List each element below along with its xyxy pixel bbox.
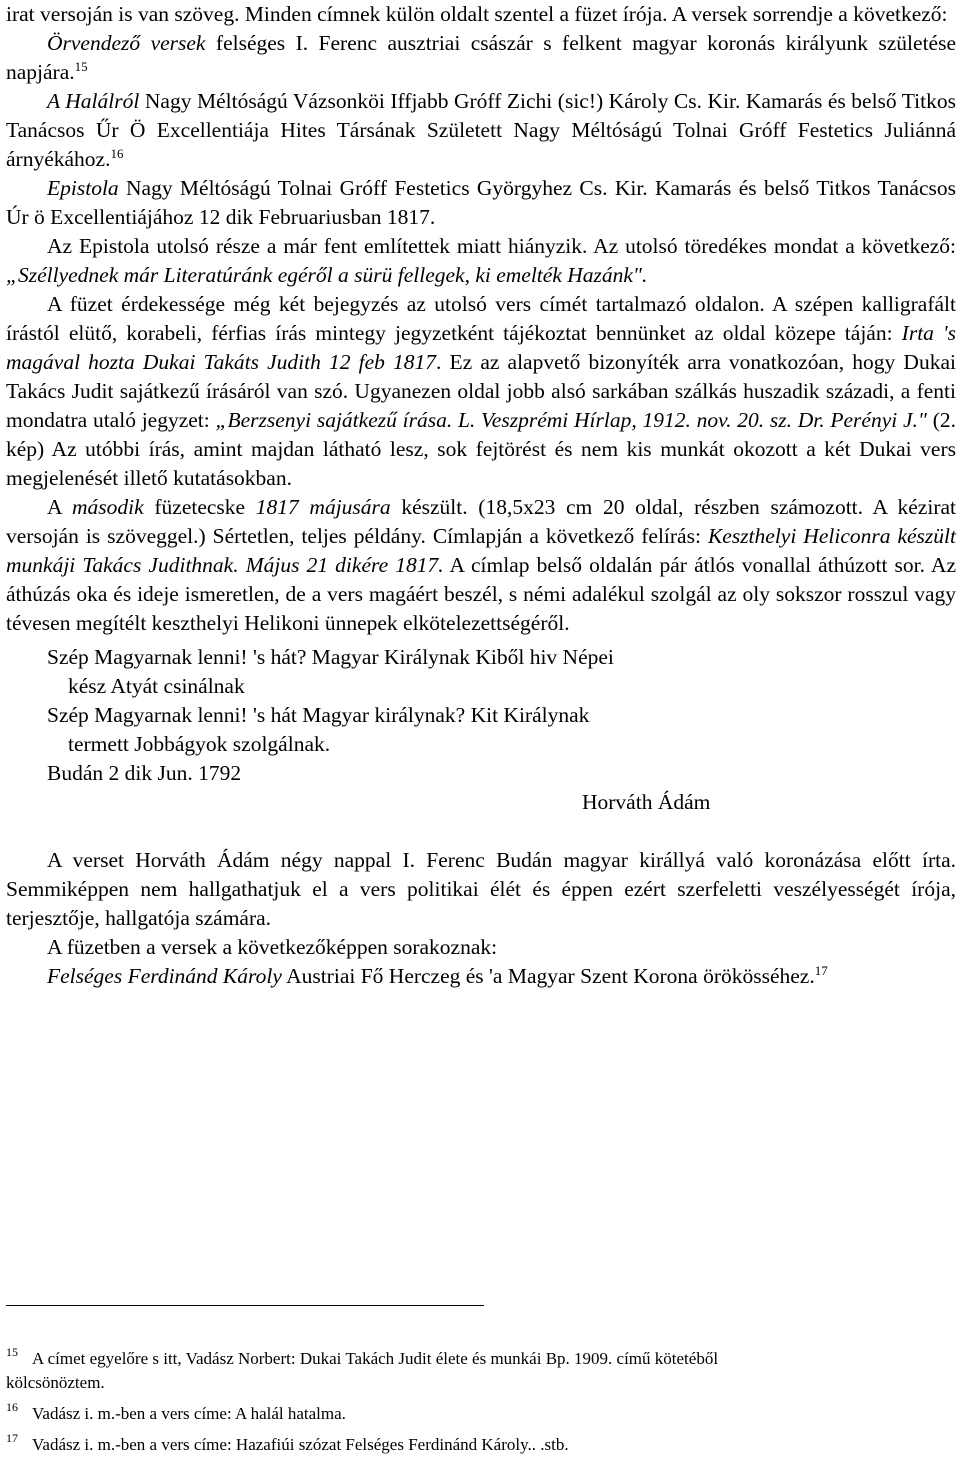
poem-date: Budán 2 dik Jun. 1792 (47, 761, 242, 785)
footnote-17: 17 Vadász i. m.-ben a vers címe: Hazafiúi szózat Felséges Ferdinánd Károly.. .stb. (6, 1426, 956, 1457)
title-italic: Felséges Ferdinánd Károly (47, 964, 282, 988)
poem-line: termett Jobbágyok szolgálnak. (68, 732, 331, 756)
title-italic: A Halálról (47, 89, 140, 113)
title-italic: Örvendező versek (47, 31, 206, 55)
poem-line: kész Atyát csinálnak (68, 674, 245, 698)
paragraph-title-4: Felséges Ferdinánd Károly Austriai Fő Herczeg és 'a Magyar Szent Korona örökösséhez.$^{17}$ (47, 963, 828, 988)
footnote-ref-15[interactable]: 15 (74, 59, 88, 74)
body-text (6, 0, 956, 991)
paragraph-title-2: A Halálról Nagy Méltóságú Vázsonköi Iffjabb Gróff Zichi (sic!) Károly Cs. Kir. Kamarás és belső Titkos Tanácsos Űr Ö Excellentiája Hites Társának Született Nagy Méltóságú Tolnai Gróff Festetics Juliánná árnyékához.$^{16}$ (6, 89, 956, 171)
footnote-15: 15 A címet egyelőre s itt, Vadász Norbert: Dukai Takách Judit élete és munkái Bp. 1909. című kötetéből (6, 1340, 956, 1371)
paragraph-intro: irat versoján is van szöveg. Minden címnek külön oldalt szentel a füzet írója. A versek sorrendje a következő: (6, 2, 948, 26)
poem-line: Szép Magyarnak lenni! 's hát? Magyar Királynak Kiből hiv Népei (47, 645, 614, 669)
footnote-separator (6, 1305, 484, 1306)
footnote-15-continuation: kölcsönöztem. (6, 1373, 105, 1392)
paragraph-title-1: Örvendező versek felséges I. Ferenc ausztriai császár s felkent magyar koronás királyunk születése napjára.$^{15}$ (6, 31, 957, 84)
paragraph-epistola: Az Epistola utolsó része a már fent említettek miatt hiányzik. Az utolsó töredékes mondat a következő: „Széllyednek már Literatúránk egéről a sürü fellegek, ki emelték Hazánk". (6, 234, 956, 287)
footnote-number: 15 (6, 1345, 18, 1359)
poem-quote (47, 643, 956, 788)
paragraph-title-3: Epistola Nagy Méltóságú Tolnai Gróff Festetics Györgyhez Cs. Kir. Kamarás és belső Titkos Tanácsos Úr ö Excellentiájához 12 dik Februariusban 1817. (6, 176, 956, 229)
paragraph-second-booklet: A második füzetecske 1817 májusára készült. (18,5x23 cm 20 oldal, részben számozott. A kézirat versoján is szöveggel.) Sértetlen, teljes példány. Címlapján a következő felírás: Keszthelyi Heliconra készült munkáji Takács Judithnak. Május 21 dikére 1817. A címlap belső oldalán pár átlós vonallal áthúzott sor. Az áthúzás oka és ideje ismeretlen, de a vers magáért beszél, s némi adalékul szolgál az oly sokszor rosszul vagy tévesen megítélt keszthelyi Helikoni ünnepek elkötelezettségéről. (6, 495, 957, 635)
footnote-16: 16 Vadász i. m.-ben a vers címe: A halál hatalma. (6, 1395, 956, 1426)
paragraph-list-intro: A füzetben a versek a következőképpen sorakoznak: (47, 935, 498, 959)
title-italic: Epistola (47, 176, 119, 200)
paragraph-notes: A füzet érdekessége még két bejegyzés az utolsó vers címét tartalmazó oldalon. A szépen kalligrafált írástól elütő, korabeli, férfias írás mintegy jegyzetként tájékoztat bennünket az oldal közepe táján: Irta 's magával hozta Dukai Takáts Judith 12 feb 1817. Ez az alapvető bizonyíték arra vonatkozóan, hogy Dukai Takács Judit sajátkezű írásáról van szó. Ugyanezen oldal jobb alsó sarkában szálkás huszadik századi, a fenti mondatra utaló jegyzet: „Berzsenyi sajátkezű írása. L. Veszprémi Hírlap, 1912. nov. 20. sz. Dr. Perényi J." (2. kép) Az utóbbi írás, amint majdan látható lesz, sok fejtörést és nem kis munkát okozott a két Dukai vers megjelenését illető kutatásokban. (6, 292, 956, 490)
poem-signature: Horváth Ádám (582, 790, 711, 814)
footnote-ref-16[interactable]: 16 (110, 146, 124, 161)
paragraph-horvath: A verset Horváth Ádám négy nappal I. Ferenc Budán magyar királlyá való koronázása előtt írta. Semmiképpen nem hallgathatjuk el a vers politikai élét és éppen ezért szerfeletti veszélyességét írója, terjesztője, hallgatója számára. (6, 848, 956, 930)
footnote-number: 16 (6, 1400, 18, 1414)
footnote-number: 17 (6, 1431, 18, 1445)
footnotes (6, 1340, 956, 1457)
poem-line: Szép Magyarnak lenni! 's hát Magyar királynak? Kit Királynak (47, 703, 590, 727)
footnote-ref-17[interactable]: 17 (814, 963, 828, 978)
